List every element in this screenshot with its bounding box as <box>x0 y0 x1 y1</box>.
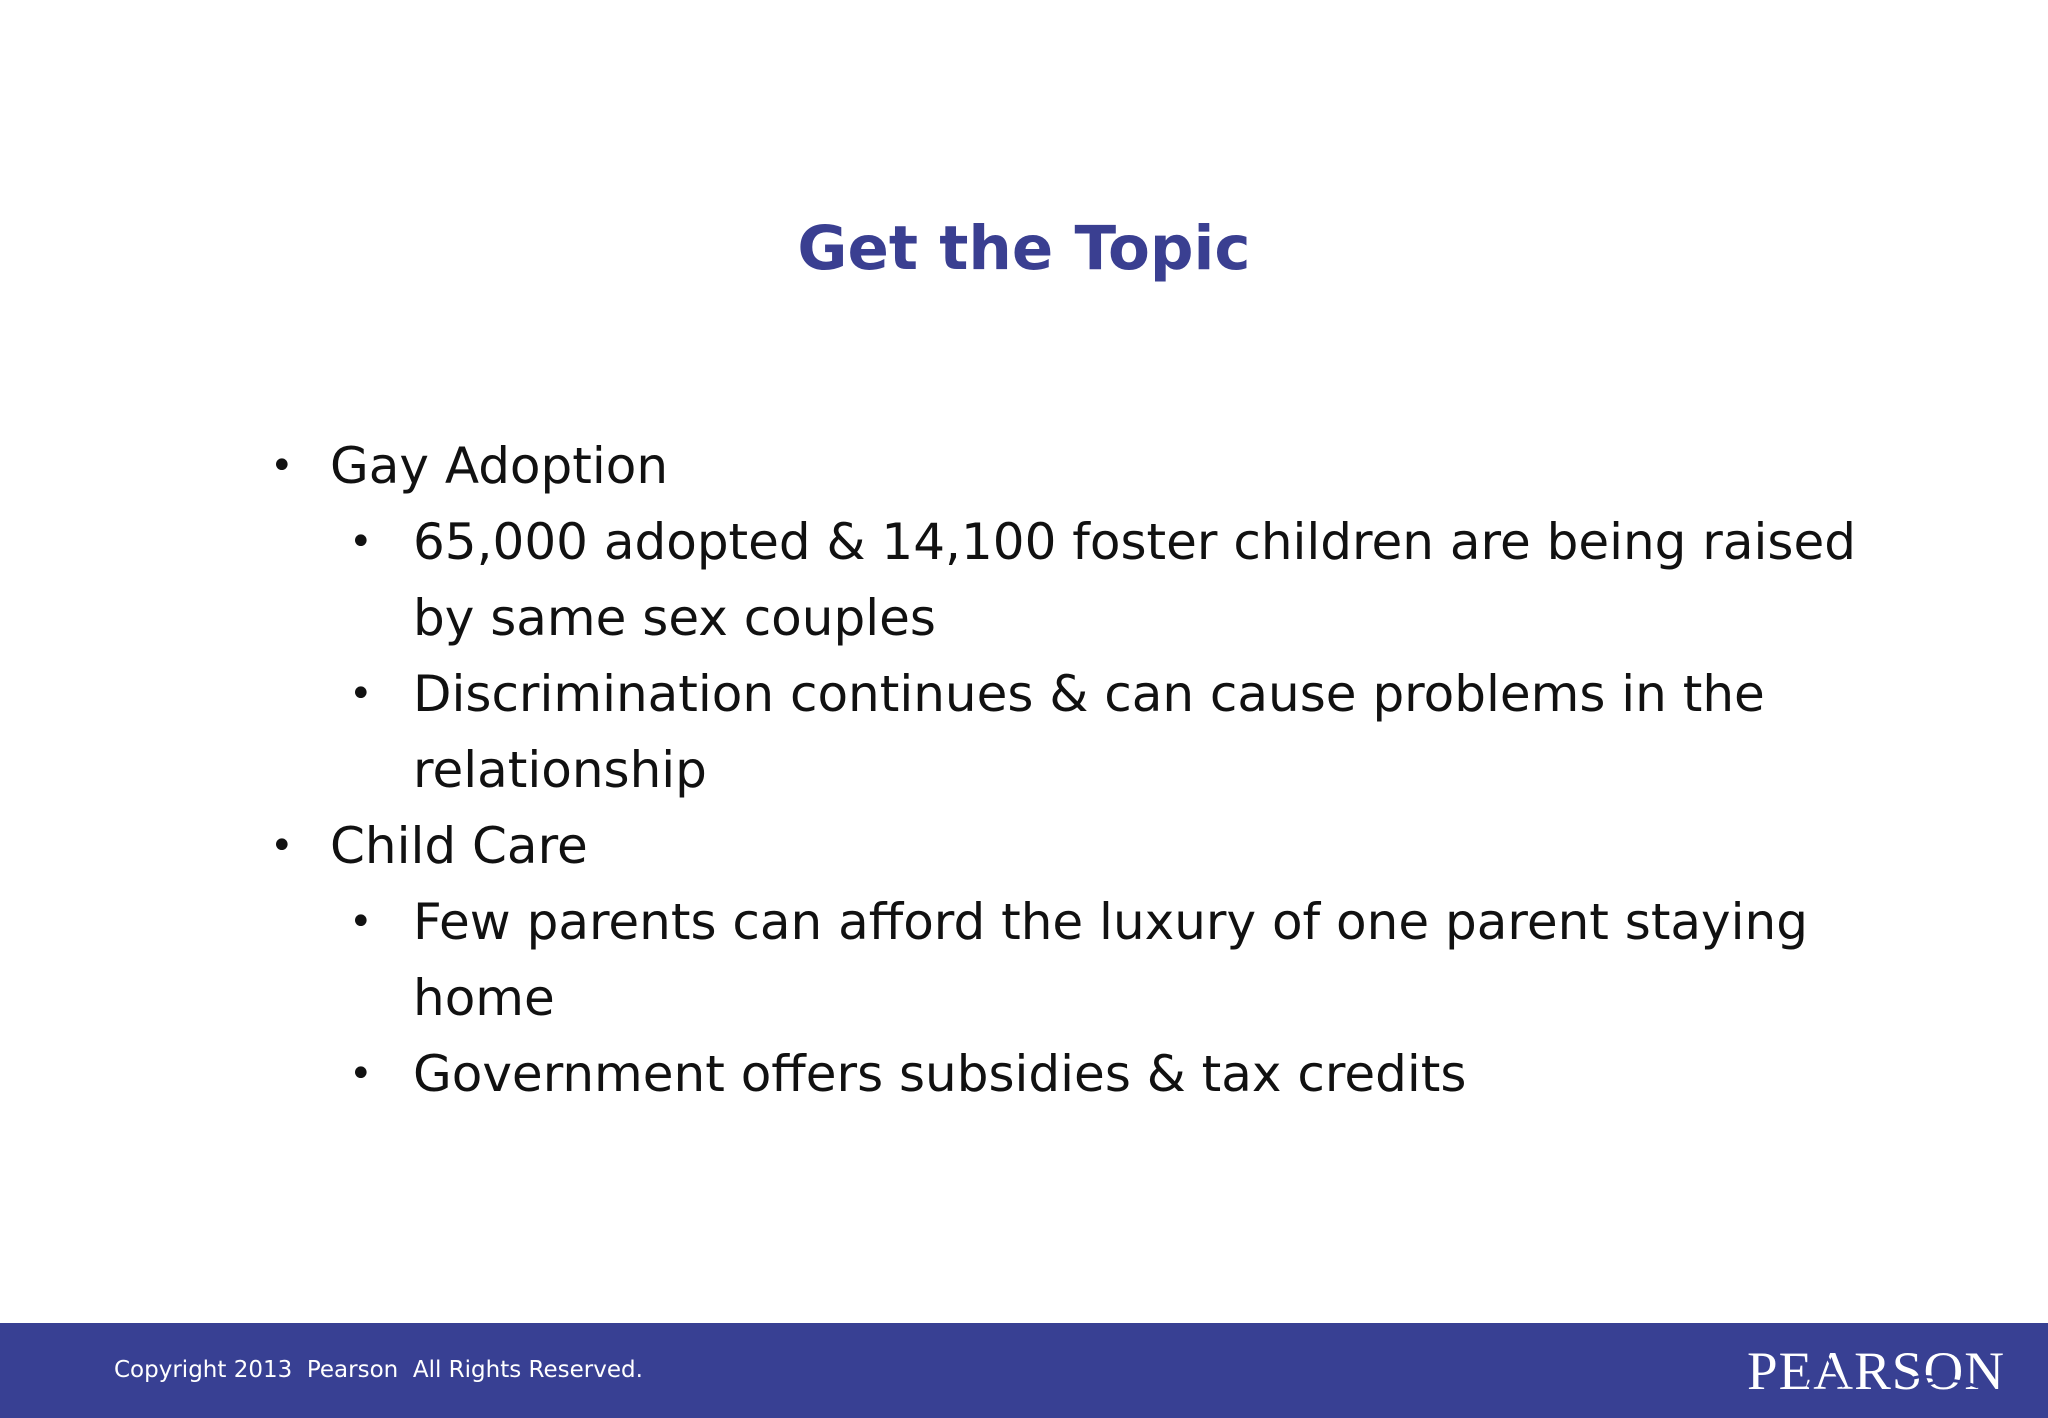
bullet-icon: • <box>270 823 294 869</box>
sub-bullet-item <box>345 656 1882 808</box>
pearson-logo <box>1744 1343 2008 1395</box>
bullet-item <box>262 428 1882 504</box>
sub-bullet-item <box>345 1036 1882 1112</box>
logo-wordmark: PEARSON <box>1747 1343 2005 1395</box>
sub-bullet-text: Few parents can afford the luxury of one parent staying home <box>413 893 1808 1027</box>
bullet-icon: • <box>349 899 373 945</box>
slide-title: Get the Topic <box>797 213 1251 284</box>
bullet-icon: • <box>349 1051 373 1097</box>
bullet-item <box>262 808 1882 884</box>
footer-bar <box>0 1323 2048 1418</box>
bullet-icon: • <box>349 519 373 565</box>
copyright-text: Copyright 2013 Pearson All Rights Reserved. <box>114 1357 643 1383</box>
bullet-list <box>262 428 1882 1112</box>
sub-bullet-item <box>345 884 1882 1036</box>
sub-bullet-item <box>345 504 1882 656</box>
bullet-icon: • <box>270 443 294 489</box>
bullet-text: Child Care <box>330 817 588 875</box>
sub-bullet-text: Government offers subsidies & tax credits <box>413 1045 1467 1103</box>
sub-bullet-text: 65,000 adopted & 14,100 foster children are being raised by same sex couples <box>413 513 1856 647</box>
bullet-icon: • <box>349 671 373 717</box>
sub-bullet-text: Discrimination continues & can cause problems in the relationship <box>413 665 1765 799</box>
bullet-text: Gay Adoption <box>330 437 669 495</box>
